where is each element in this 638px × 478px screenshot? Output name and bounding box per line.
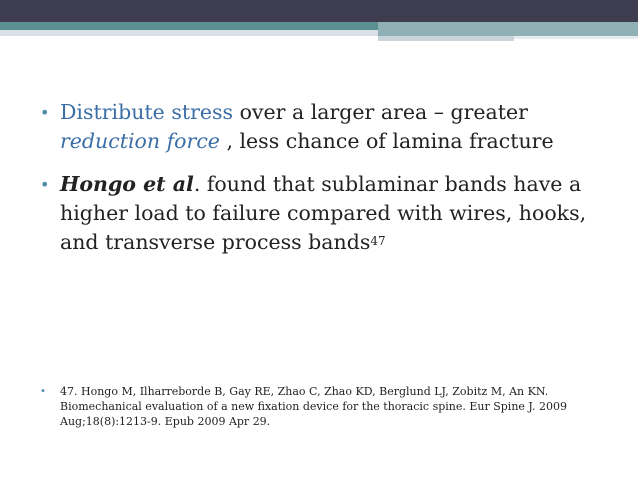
slide-header-band	[0, 0, 638, 42]
header-accent-line	[378, 36, 514, 41]
author-citation: Hongo et al	[60, 172, 194, 196]
bullet-dot-icon: •	[40, 386, 46, 397]
header-dark-strip	[0, 0, 638, 22]
header-accent-block	[378, 22, 638, 36]
bullet-text: over a larger area – greater	[233, 100, 528, 124]
slide-body	[40, 98, 610, 257]
bullet-dot-icon: •	[40, 103, 50, 122]
bullet-distribute-stress	[40, 98, 610, 156]
bullet-dot-icon: •	[40, 175, 50, 194]
reference-text: 47. Hongo M, Ilharreborde B, Gay RE, Zhao C, Zhao KD, Berglund LJ, Zobitz M, An KN. Biomechanical evaluation of a new fixation device for the thoracic spine. Eur Spine J. 2009 Aug;18(8):1213-9. Epub 2009 Apr 29.	[60, 385, 567, 428]
header-accent-line-thin	[514, 36, 638, 39]
reference-footnote	[40, 384, 620, 429]
bullet-text: , less chance of lamina fracture	[219, 129, 554, 153]
bullet-text: . found that sublaminar bands have a higher load to failure compared with wires, hooks, and transverse process bands	[60, 172, 587, 254]
highlight-phrase: Distribute stress	[60, 100, 234, 124]
italic-phrase: reduction force	[60, 129, 220, 153]
citation-superscript: 47	[370, 234, 386, 248]
bullet-hongo-finding	[40, 170, 610, 257]
